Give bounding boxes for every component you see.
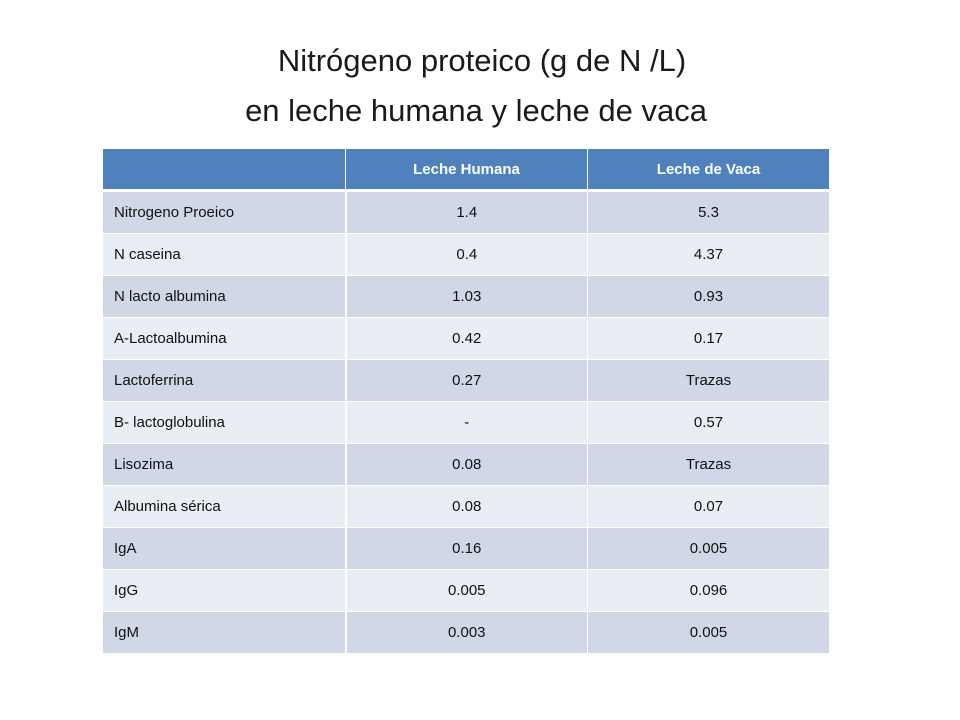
table-row — [103, 402, 830, 444]
table-body — [103, 191, 830, 654]
table-row — [103, 191, 830, 234]
title-line-1: Nitrógeno proteico (g de N /L) — [277, 43, 687, 78]
table-row — [103, 234, 830, 276]
leche-humana-value: 0.42 — [346, 318, 588, 360]
header-cell-leche-humana: Leche Humana — [346, 149, 588, 191]
leche-humana-value: 0.08 — [346, 486, 588, 528]
row-label: Lisozima — [103, 444, 346, 486]
header-row — [103, 149, 830, 191]
slide-title — [0, 36, 960, 136]
title-line-2: en leche humana y leche de vaca — [245, 93, 707, 128]
row-label: IgG — [103, 570, 346, 612]
row-label: IgA — [103, 528, 346, 570]
row-label: N lacto albumina — [103, 276, 346, 318]
table-row — [103, 360, 830, 402]
table-row — [103, 612, 830, 654]
header-cell-empty — [103, 149, 346, 191]
leche-vaca-value: 0.07 — [588, 486, 830, 528]
leche-humana-value: 0.27 — [346, 360, 588, 402]
leche-vaca-value: 0.93 — [588, 276, 830, 318]
leche-vaca-value: 0.17 — [588, 318, 830, 360]
protein-nitrogen-table — [102, 148, 830, 654]
leche-vaca-value: 0.096 — [588, 570, 830, 612]
leche-humana-value: 0.16 — [346, 528, 588, 570]
leche-vaca-value: Trazas — [588, 444, 830, 486]
leche-humana-value: 0.005 — [346, 570, 588, 612]
table-row — [103, 276, 830, 318]
row-label: Nitrogeno Proeico — [103, 191, 346, 234]
row-label: Albumina sérica — [103, 486, 346, 528]
leche-vaca-value: 0.57 — [588, 402, 830, 444]
leche-humana-value: - — [346, 402, 588, 444]
table-row — [103, 528, 830, 570]
row-label: A-Lactoalbumina — [103, 318, 346, 360]
table-row — [103, 570, 830, 612]
row-label: N caseina — [103, 234, 346, 276]
header-cell-leche-de-vaca: Leche de Vaca — [588, 149, 830, 191]
leche-vaca-value: 4.37 — [588, 234, 830, 276]
leche-vaca-value: 0.005 — [588, 612, 830, 654]
table-row — [103, 444, 830, 486]
row-label: IgM — [103, 612, 346, 654]
leche-humana-value: 1.4 — [346, 191, 588, 234]
table-header — [103, 149, 830, 191]
leche-humana-value: 0.08 — [346, 444, 588, 486]
row-label: B- lactoglobulina — [103, 402, 346, 444]
table-row — [103, 486, 830, 528]
leche-humana-value: 0.4 — [346, 234, 588, 276]
table-row — [103, 318, 830, 360]
leche-vaca-value: 0.005 — [588, 528, 830, 570]
leche-humana-value: 1.03 — [346, 276, 588, 318]
row-label: Lactoferrina — [103, 360, 346, 402]
leche-humana-value: 0.003 — [346, 612, 588, 654]
leche-vaca-value: Trazas — [588, 360, 830, 402]
leche-vaca-value: 5.3 — [588, 191, 830, 234]
